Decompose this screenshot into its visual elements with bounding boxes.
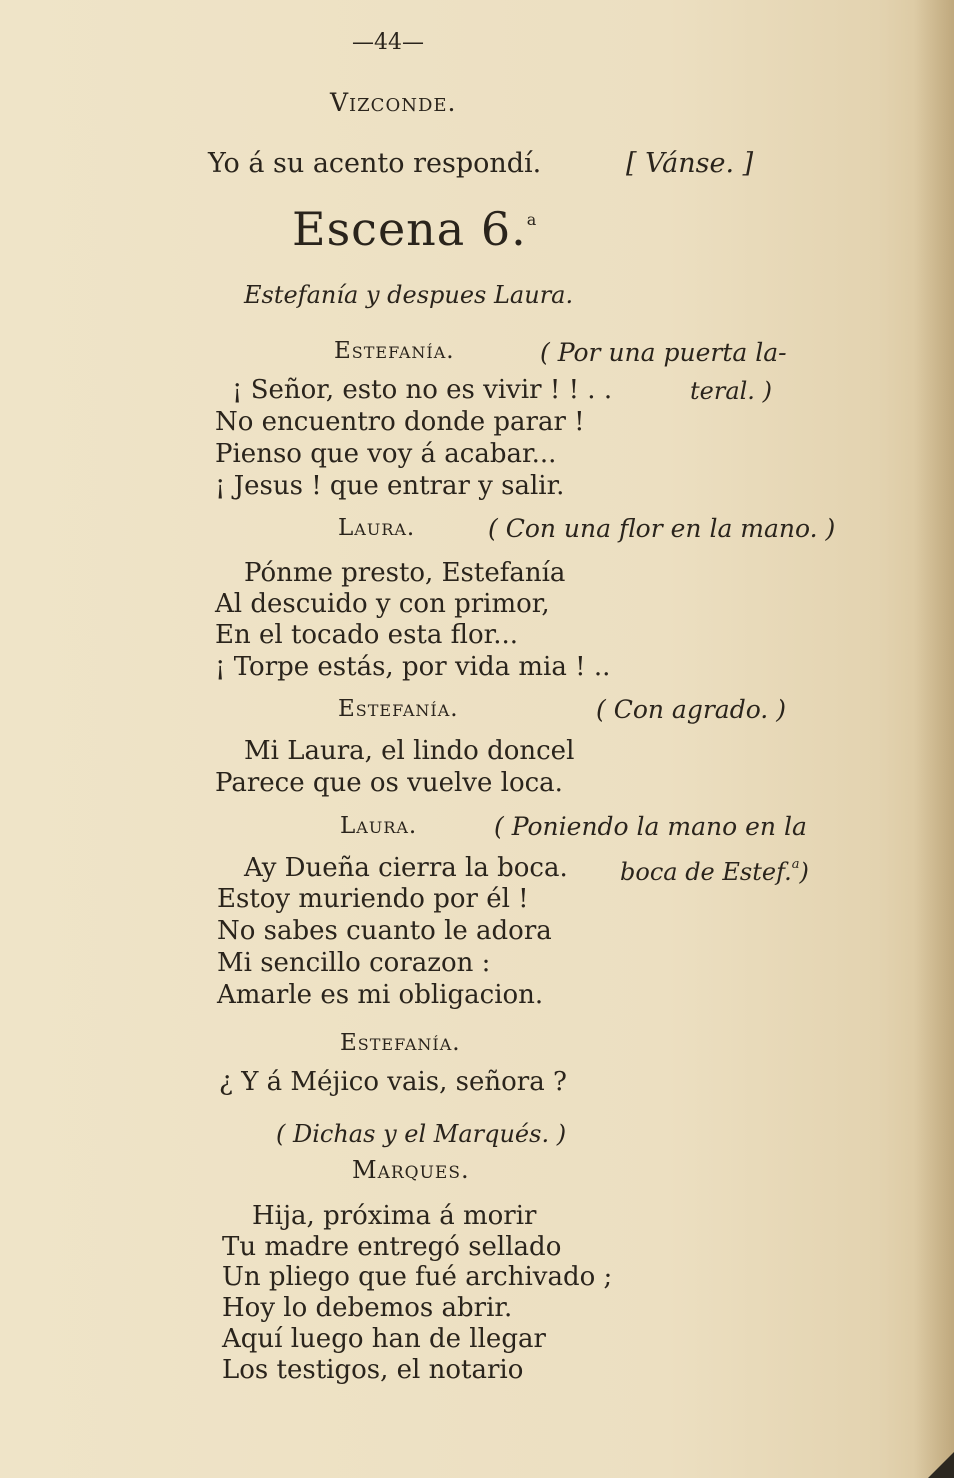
verse-line: Hija, próxima á morir: [252, 1201, 537, 1231]
page-spine-shadow: [914, 0, 954, 1478]
speaker-marques: Marques.: [352, 1156, 470, 1184]
page-number: —44—: [352, 30, 424, 55]
verse-line: No sabes cuanto le adora: [217, 916, 552, 946]
speaker-estefania: Estefanía.: [338, 696, 459, 722]
verse-line: Ay Dueña cierra la boca.: [244, 853, 568, 883]
stage-direction-poniendo-cont: boca de Estef.$^a$): [620, 857, 809, 886]
scene-characters: Estefanía y despues Laura.: [244, 281, 574, 309]
verse-line: En el tocado esta flor...: [215, 620, 518, 650]
verse-line: ¡ Torpe estás, por vida mia ! ..: [215, 652, 611, 682]
verse-line: Al descuido y con primor,: [215, 589, 550, 619]
verse-line: Yo á su acento respondí.: [208, 148, 542, 179]
stage-direction-puerta: ( Por una puerta la-: [540, 338, 787, 367]
verse-line: Los testigos, el notario: [222, 1355, 524, 1385]
verse-line: Pienso que voy á acabar...: [215, 439, 557, 469]
speaker-laura: Laura.: [338, 515, 416, 541]
verse-line: Parece que os vuelve loca.: [215, 768, 563, 798]
verse-line: Pónme presto, Estefanía: [244, 558, 566, 588]
stage-direction-dichas: ( Dichas y el Marqués. ): [276, 1120, 567, 1148]
speaker-estefania: Estefanía.: [334, 338, 455, 364]
verse-line: Amarle es mi obligacion.: [217, 980, 544, 1010]
verse-line: Tu madre entregó sellado: [222, 1232, 562, 1262]
verse-line: Mi Laura, el lindo doncel: [244, 736, 575, 766]
verse-line: Estoy muriendo por él !: [217, 884, 529, 914]
stage-direction-flor: ( Con una flor en la mano. ): [488, 514, 836, 543]
stage-direction-vanse: [ Vánse. ]: [626, 148, 754, 179]
page-corner: [928, 1452, 954, 1478]
stage-direction-poniendo: ( Poniendo la mano en la: [494, 812, 807, 841]
verse-line: ¿ Y á Méjico vais, señora ?: [219, 1067, 567, 1097]
verse-line: Aquí luego han de llegar: [222, 1324, 546, 1354]
stage-direction-puerta-cont: teral. ): [690, 377, 772, 405]
verse-line: Un pliego que fué archivado ;: [222, 1262, 613, 1292]
speaker-vizconde: Vizconde.: [330, 88, 457, 117]
verse-line: Mi sencillo corazon :: [217, 948, 491, 978]
stage-direction-agrado: ( Con agrado. ): [596, 695, 786, 724]
speaker-estefania: Estefanía.: [340, 1030, 461, 1056]
speaker-laura: Laura.: [340, 813, 418, 839]
verse-line: ¡ Jesus ! que entrar y salir.: [215, 471, 565, 501]
verse-line: No encuentro donde parar !: [215, 407, 585, 437]
verse-line: ¡ Señor, esto no es vivir ! ! . .: [232, 375, 613, 405]
verse-line: Hoy lo debemos abrir.: [222, 1293, 513, 1323]
scene-title: Escena 6.$^a$: [292, 202, 538, 256]
